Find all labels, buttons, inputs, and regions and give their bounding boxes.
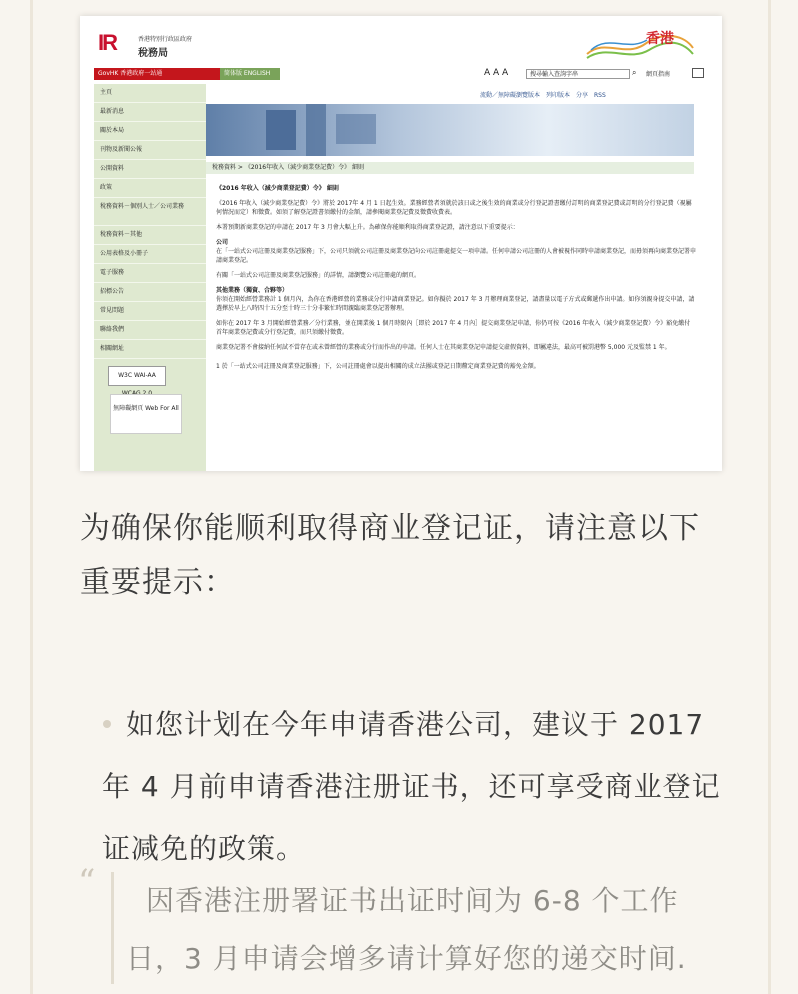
search-icon[interactable]: ⌕	[632, 68, 637, 77]
nav-item[interactable]: 相關網址	[94, 340, 206, 359]
content-footnote: 1 於「一站式公司註冊及商業登記服務」下，公司註冊處會以提出相關的成立法團或登記日期釐定商業登記費的豁免金額。	[216, 363, 540, 370]
quote-text: 因香港注册署证书出证时间为 6-8 个工作日，3 月申请会增多请计算好您的递交时间.	[126, 884, 687, 975]
bullet-text: 如您计划在今年申请香港公司，建议于 2017 年 4 月前申请香港注册证书，还可享受商业登记证减免的政策。	[102, 708, 721, 865]
content-paragraph: 有關「一站式公司註冊及商業登記服務」的詳情，請瀏覽公司註冊處的網頁。	[216, 272, 421, 279]
content-paragraph: 在「一站式公司註冊及商業登記服務」下，公司只須就公司註冊及商業登記向公司註冊處提交一項申請。任何申請公司註冊的人會被視作同時申請商業登記，而毋須再向商業登記署申請商業登記。	[216, 248, 697, 264]
quote-mark-icon: “	[78, 862, 96, 902]
govhk-link[interactable]: GovHK 香港政府一站通	[94, 68, 220, 80]
nav-item[interactable]: 主頁	[94, 84, 206, 103]
content-paragraph: 商業登記署不會接納任何試不當存在或未曾經營的業務或分行而作出的申請。任何人士在其商業登記申請提交虛假資料，即屬違法，最高可被罰港幣 5,000 元及監禁 1 年。	[216, 344, 671, 351]
search-input[interactable]: 搜尋輸入查詢字串	[526, 69, 630, 79]
content-heading: 公司	[216, 239, 229, 246]
nav-item[interactable]: 公用表格及小冊子	[94, 245, 206, 264]
site-header	[80, 16, 722, 68]
nav-item[interactable]: 刊物及新聞公報	[94, 141, 206, 160]
nav-item[interactable]: 稅務資料－其他	[94, 226, 206, 245]
content-paragraph: 你須在開始經營業務計 1 個月內，為你在香港經營的業務或分行申請商業登記。如你擬於 2017 年 3 月辦理商業登記，請盡量以電子方式或郵遞作出申請。如你須親身提交申請，請選擇於早上八時四十五分至十時三十分非繁忙時間親臨商業登記署辦理。	[216, 296, 695, 312]
right-margin-line	[768, 0, 771, 994]
nav-item[interactable]: 稅務資料－個別人士／公司業務	[94, 198, 206, 226]
embedded-screenshot[interactable]	[80, 16, 722, 471]
web-for-all-badge[interactable]: 無障礙網頁 Web For All	[110, 394, 182, 434]
content-paragraph: 如你在 2017 年 3 月開始經營業務／分行業務，並在開業後 1 個月時限內［即於 2017 年 4 月內］提交商業登記申請，你仍可按《2016 年收入（減少商業登記費）令》豁免繳付首年商業登記費或分行登記費，而只須繳付徵費。	[216, 320, 691, 336]
language-switch[interactable]: 简体版 ENGLISH	[220, 68, 280, 80]
site-guide-link[interactable]: 網頁指南	[646, 71, 671, 78]
content-heading: 其他業務（獨資、合夥等）	[216, 287, 289, 294]
font-size-controls[interactable]: A A A	[484, 68, 509, 78]
nav-item[interactable]: 常見問題	[94, 302, 206, 321]
ird-logo-icon: IR	[98, 30, 116, 55]
content-title: 《2016 年收入（減少商業登記費）令》 細則	[216, 185, 339, 192]
w3c-badge[interactable]: W3C WAI-AA	[108, 366, 166, 386]
left-margin-line	[30, 0, 33, 994]
content-paragraph: 本署預期新商業登記的申請在 2017 年 3 月會大幅上升。為確保你能順利取得商業登記證，請注意以下重要提示：	[216, 224, 519, 231]
nav-item[interactable]: 電子服務	[94, 264, 206, 283]
nav-item[interactable]: 公開資料	[94, 160, 206, 179]
nav-item[interactable]: 聯絡我們	[94, 321, 206, 340]
nav-item[interactable]: 招標公告	[94, 283, 206, 302]
brand-hong-kong-icon	[585, 28, 695, 62]
quote-bar	[111, 872, 114, 984]
nav-item[interactable]: 政策	[94, 179, 206, 198]
breadcrumb[interactable]: 稅務資料 > 《2016年收入（減少商業登記費）令》 細則	[206, 162, 694, 174]
page-banner	[206, 104, 694, 156]
page-tools[interactable]: 流動／無障礙瀏覽版本 列印版本 分享 RSS	[480, 92, 606, 99]
nav-item[interactable]: 關於本局	[94, 122, 206, 141]
org-name: 香港特別行政區政府	[138, 36, 193, 43]
article-paragraph: 为确保你能顺利取得商业登记证，请注意以下重要提示：	[80, 511, 700, 600]
mail-icon[interactable]	[692, 68, 704, 78]
nav-item[interactable]: 最新消息	[94, 103, 206, 122]
brand-text: 香港	[646, 31, 674, 47]
page-content	[216, 184, 696, 377]
content-paragraph: 《2016 年收入（減少商業登記費）令》將於 2017年 4 月 1 日起生效。業務經營者須就於該日或之後生效的商業或分行登記證書繳付訂明的商業登記費或訂明的分行登記費（視屬何情況而定）和徵費。如須了解登記證書須繳付的金額，請參閱商業登記費及徵費收費表。	[216, 200, 692, 216]
org-sub: 稅務局	[138, 48, 168, 59]
top-bar	[94, 68, 708, 80]
